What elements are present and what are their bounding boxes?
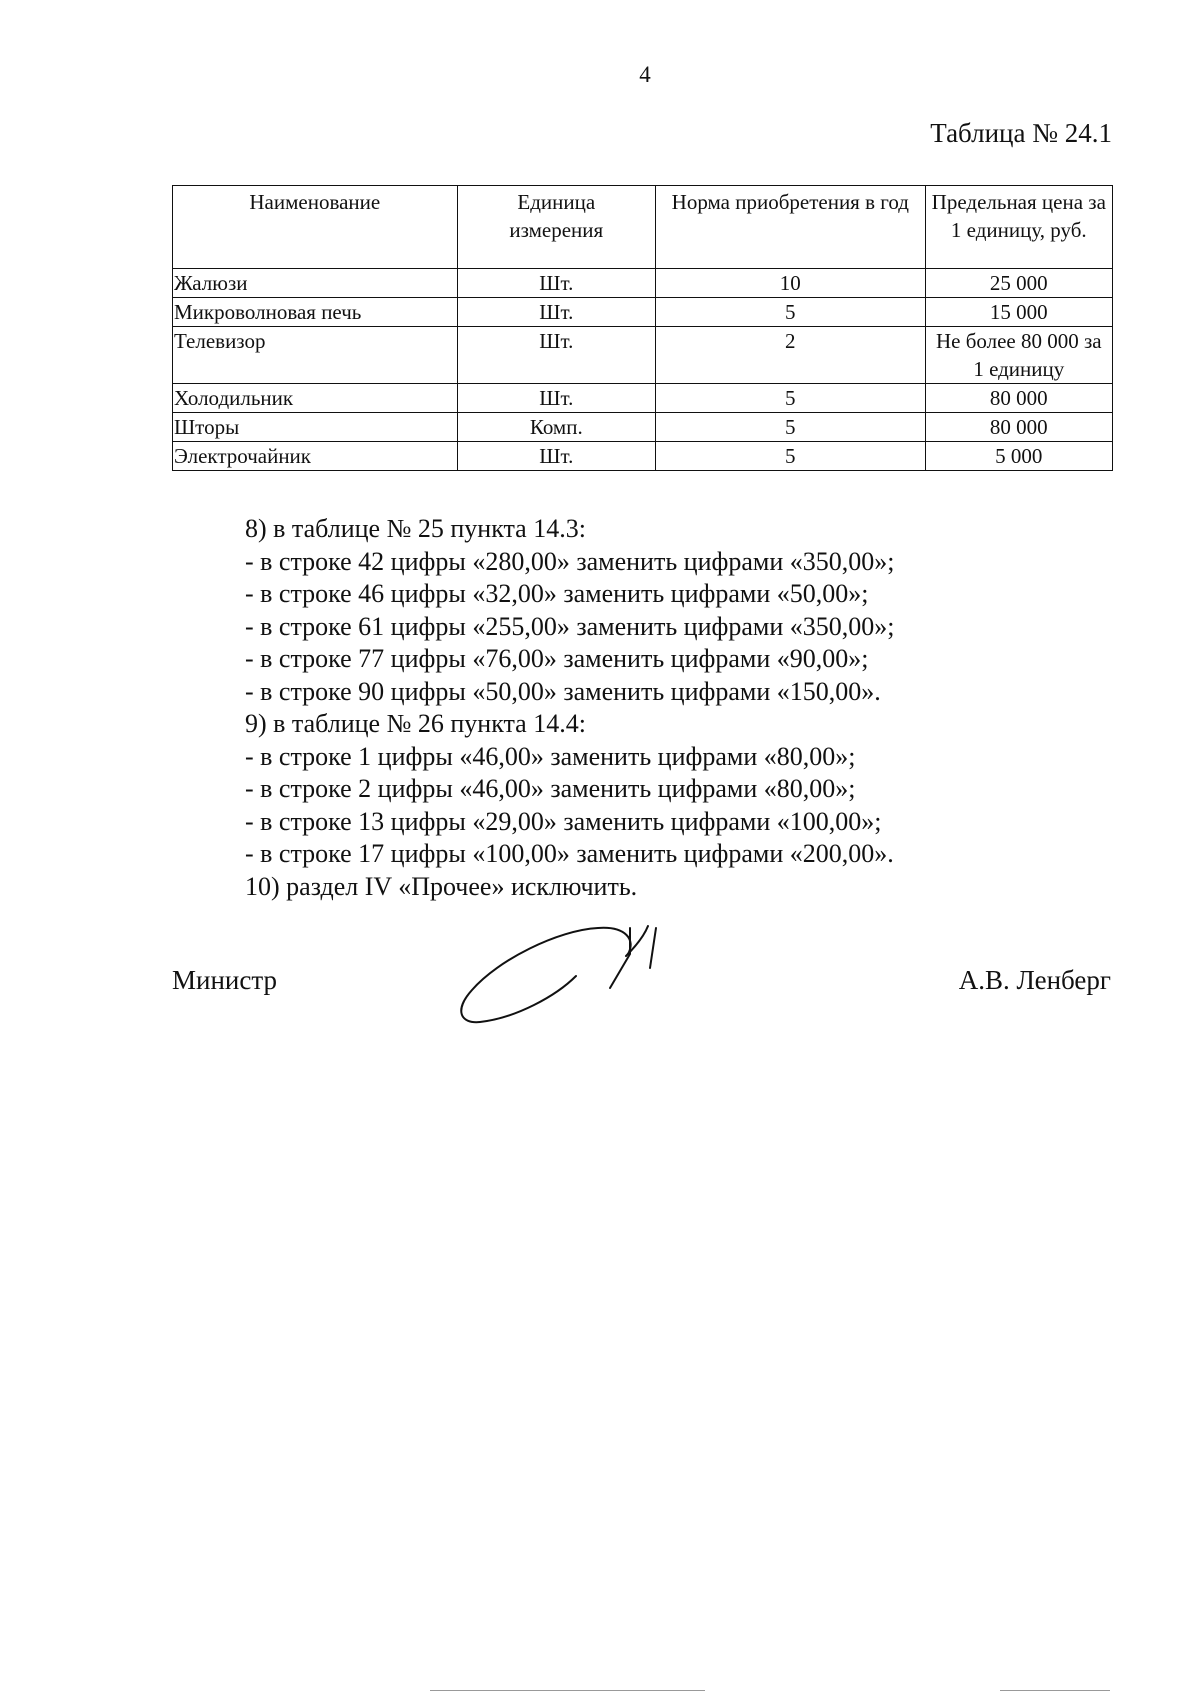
- cell-norm: 5: [656, 442, 926, 471]
- signatory-name: А.В. Ленберг: [958, 965, 1111, 995]
- cell-price: 15 000: [925, 298, 1112, 327]
- cell-unit: Шт.: [457, 384, 655, 413]
- amendment-line: - в строке 1 цифры «46,00» заменить цифрами «80,00»;: [245, 741, 856, 771]
- amendment-line: 8) в таблице № 25 пункта 14.3:: [245, 514, 586, 543]
- cell-name: Электрочайник: [173, 442, 458, 471]
- cell-unit: Шт.: [457, 327, 655, 384]
- handwritten-signature: [458, 918, 698, 1028]
- cell-price: 5 000: [925, 442, 1112, 471]
- cell-price: Не более 80 000 за 1 единицу: [925, 327, 1112, 384]
- table-row: [173, 327, 1113, 384]
- amendments-list: [245, 513, 894, 903]
- table-header-row: [173, 186, 1113, 269]
- header-name: Наименование: [173, 186, 458, 269]
- amendment-line: 9) в таблице № 26 пункта 14.4:: [245, 709, 586, 738]
- cell-norm: 10: [656, 269, 926, 298]
- cell-unit: Шт.: [457, 442, 655, 471]
- header-norm: Норма приобретения в год: [656, 186, 926, 269]
- cell-price: 80 000: [925, 384, 1112, 413]
- table-title: Таблица № 24.1: [930, 118, 1112, 148]
- amendment-line: - в строке 42 цифры «280,00» заменить цифрами «350,00»;: [245, 546, 895, 576]
- amendment-line: - в строке 2 цифры «46,00» заменить цифрами «80,00»;: [245, 774, 856, 803]
- cell-unit: Комп.: [457, 413, 655, 442]
- cell-price: 80 000: [925, 413, 1112, 442]
- cell-name: Жалюзи: [173, 269, 458, 298]
- cell-price: 25 000: [925, 269, 1112, 298]
- cell-norm: 5: [656, 413, 926, 442]
- table-row: [173, 269, 1113, 298]
- cell-name: Холодильник: [173, 384, 458, 413]
- table-row: [173, 413, 1113, 442]
- amendment-line: 10) раздел IV «Прочее» исключить.: [245, 871, 638, 901]
- cell-name: Микроволновая печь: [173, 298, 458, 327]
- amendment-line: - в строке 90 цифры «50,00» заменить цифрами «150,00».: [245, 676, 881, 706]
- scan-artifact: [1000, 1690, 1110, 1691]
- table-row: [173, 384, 1113, 413]
- cell-unit: Шт.: [457, 298, 655, 327]
- header-price: Предельная цена за 1 единицу, руб.: [925, 186, 1112, 269]
- cell-name: Шторы: [173, 413, 458, 442]
- amendment-line: - в строке 46 цифры «32,00» заменить цифрами «50,00»;: [245, 579, 869, 608]
- norms-table: [172, 185, 1113, 471]
- cell-name: Телевизор: [173, 327, 458, 384]
- cell-norm: 2: [656, 327, 926, 384]
- table-row: [173, 298, 1113, 327]
- cell-norm: 5: [656, 298, 926, 327]
- scan-artifact: [430, 1690, 705, 1691]
- amendment-line: - в строке 61 цифры «255,00» заменить цифрами «350,00»;: [245, 611, 895, 641]
- header-unit: Единица измерения: [457, 186, 655, 269]
- amendment-line: - в строке 77 цифры «76,00» заменить цифрами «90,00»;: [245, 644, 869, 673]
- cell-norm: 5: [656, 384, 926, 413]
- table-row: [173, 442, 1113, 471]
- cell-unit: Шт.: [457, 269, 655, 298]
- amendment-line: - в строке 17 цифры «100,00» заменить цифрами «200,00».: [245, 839, 894, 868]
- amendment-line: - в строке 13 цифры «29,00» заменить цифрами «100,00»;: [245, 806, 882, 836]
- page-number: 4: [639, 62, 651, 87]
- signatory-title: Министр: [172, 965, 277, 995]
